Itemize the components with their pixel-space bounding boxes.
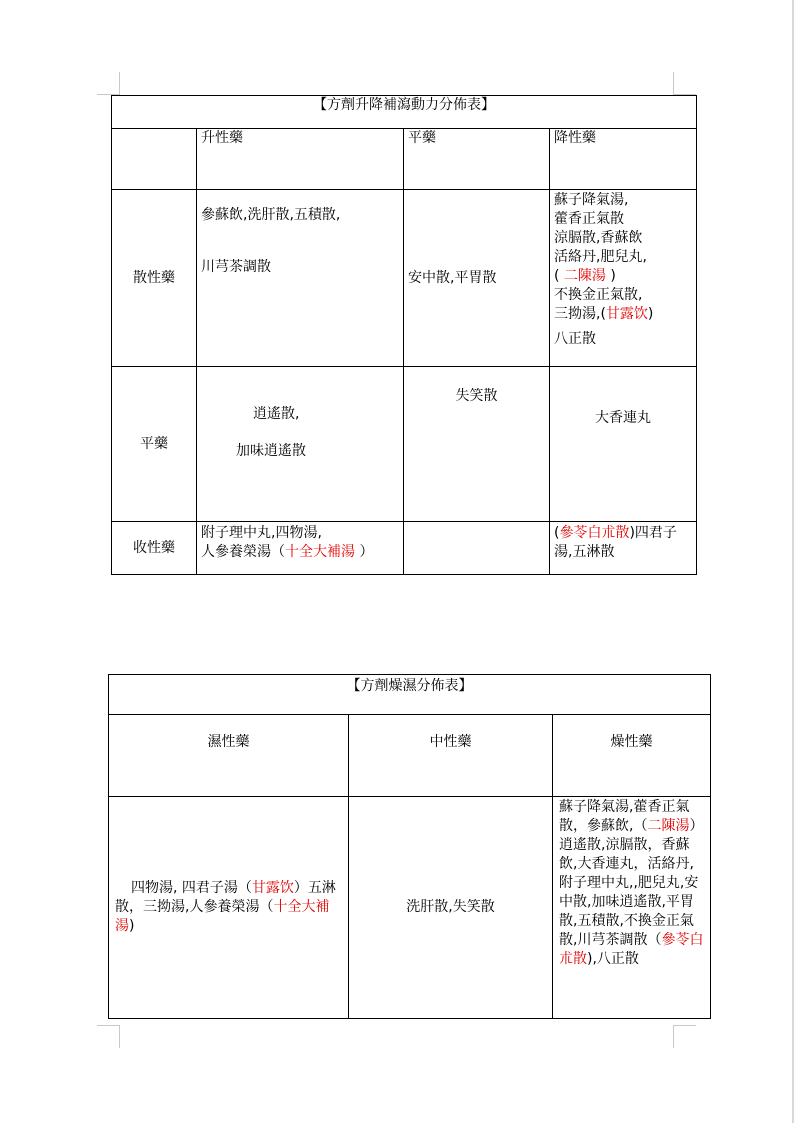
text-fragment: ） bbox=[355, 544, 374, 560]
cell-line: 藿香正氣散 bbox=[554, 211, 624, 227]
cell-line: 不換金正氣散, bbox=[554, 287, 643, 303]
cell-line bbox=[554, 305, 692, 324]
highlight-text: 參苓白朮散 bbox=[559, 525, 630, 541]
text-fragment: )四君子湯,五淋散 bbox=[554, 525, 677, 560]
cell-line: 涼膈散,香蘇飲 bbox=[554, 230, 643, 246]
cell-neutral: 洗肝散,失笑散 bbox=[349, 797, 553, 1019]
table1-header-neutral: 平藥 bbox=[404, 129, 550, 190]
table2-title: 【方劑燥濕分佈表】 bbox=[109, 675, 711, 715]
cell-dry bbox=[553, 797, 711, 1019]
row-label-disperse: 散性藥 bbox=[112, 190, 197, 367]
text-fragment: ）五淋散，三拗湯,人參養榮湯（ bbox=[115, 880, 336, 915]
corner-mark-top-left bbox=[97, 72, 120, 95]
text-fragment: 人參養榮湯（ bbox=[201, 544, 285, 560]
cell-astringe-neutral bbox=[404, 522, 550, 575]
text-fragment: ( bbox=[554, 525, 560, 541]
cell-line bbox=[554, 267, 692, 286]
cell-text: 大香連丸 bbox=[595, 410, 651, 426]
row-label-astringe: 收性藥 bbox=[112, 522, 197, 575]
table2-header-dry bbox=[553, 715, 711, 797]
highlight-text: 二陳湯 bbox=[563, 268, 606, 284]
text-fragment: 三拗湯,( bbox=[554, 306, 606, 322]
text-fragment: ) bbox=[605, 268, 616, 284]
table1-header-rise: 升性藥 bbox=[197, 129, 404, 190]
text-fragment: ( bbox=[554, 268, 564, 284]
cell-line: 活絡丹,肥兒丸, bbox=[554, 249, 647, 265]
highlight-text: 二陳湯 bbox=[647, 818, 690, 834]
cell-astringe-descend bbox=[550, 522, 697, 575]
cell-line: 川芎茶調散 bbox=[201, 259, 271, 275]
cell-line: 附子理中丸,四物湯, bbox=[201, 525, 322, 541]
cell-disperse-rise bbox=[197, 190, 404, 367]
table1-header-empty bbox=[112, 129, 197, 190]
text-fragment: ) bbox=[129, 918, 135, 934]
highlight-text: 參苓白朮散 bbox=[559, 932, 704, 967]
text-fragment: 蘇子降氣湯,藿香正氣散，參蘇飲,（ bbox=[559, 799, 690, 834]
cell-neutral-rise bbox=[197, 367, 404, 522]
cell-line: 加味逍遙散 bbox=[236, 443, 306, 459]
header-text: 濕性藥 bbox=[207, 734, 250, 750]
cell-neutral-descend bbox=[550, 367, 697, 522]
cell-text: 失笑散 bbox=[455, 388, 498, 404]
highlight-text: 甘露饮 bbox=[251, 880, 294, 896]
dry-wet-distribution-table bbox=[108, 674, 711, 1019]
cell-disperse-descend bbox=[550, 190, 697, 367]
corner-mark-bottom-left bbox=[97, 1025, 120, 1048]
text-fragment: 四物湯, 四君子湯（ bbox=[131, 880, 252, 896]
highlight-text: 十全大補湯 bbox=[285, 544, 355, 560]
cell-disperse-neutral: 安中散,平胃散 bbox=[404, 190, 550, 367]
highlight-text: 十全大補湯 bbox=[115, 899, 330, 934]
text-fragment: ) bbox=[647, 306, 654, 322]
highlight-text: 甘露饮 bbox=[605, 306, 648, 322]
table2-header-wet bbox=[109, 715, 349, 797]
cell-astringe-rise bbox=[197, 522, 404, 575]
cell-neutral-neutral bbox=[404, 367, 550, 522]
header-text: 中性藥 bbox=[429, 734, 472, 750]
table2-header-neutral bbox=[349, 715, 553, 797]
corner-mark-top-right bbox=[673, 72, 696, 95]
cell-wet bbox=[109, 797, 349, 1019]
cell-line: 八正散 bbox=[554, 331, 596, 347]
text-fragment: ）逍遙散,涼膈散，香蘇飲,大香連丸，活絡丹,附子理中丸,,肥兒丸,安中散,加味逍遙散,平胃散,五積散,不換金正氣散,川芎茶調散（ bbox=[559, 818, 704, 948]
rise-fall-distribution-table bbox=[111, 95, 697, 575]
cell-line bbox=[201, 543, 399, 562]
cell-line: 參蘇飲,洗肝散,五積散, bbox=[201, 207, 341, 223]
table1-title: 【方劑升降補瀉動力分佈表】 bbox=[112, 96, 697, 129]
row-label-neutral: 平藥 bbox=[112, 367, 197, 522]
header-text: 燥性藥 bbox=[610, 734, 653, 750]
cell-line: 逍遙散, bbox=[253, 406, 300, 422]
table1-header-descend: 降性藥 bbox=[550, 129, 697, 190]
corner-mark-bottom-right bbox=[673, 1025, 696, 1048]
cell-line: 蘇子降氣湯, bbox=[554, 192, 629, 208]
text-fragment: ),八正散 bbox=[587, 951, 639, 967]
